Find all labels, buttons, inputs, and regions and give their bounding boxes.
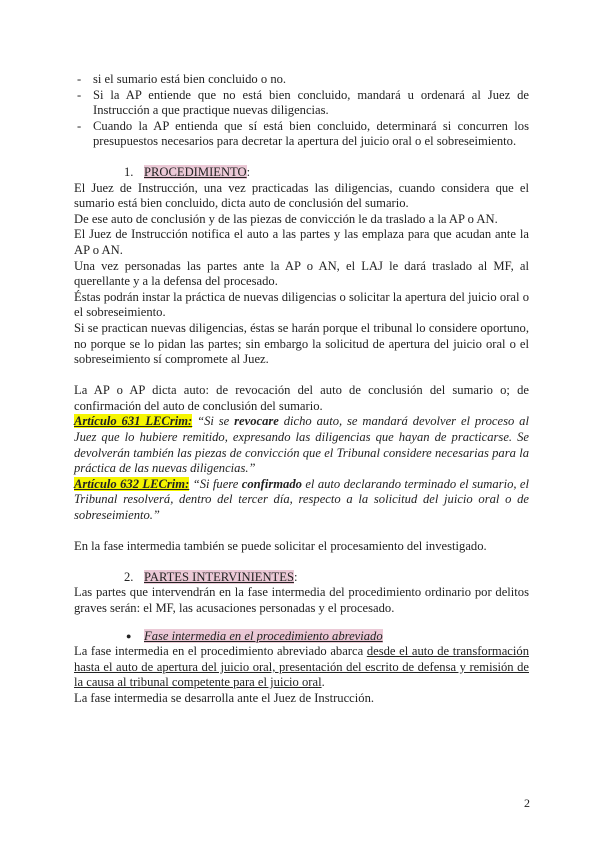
auto-paragraph: La AP o AP dicta auto: de revocación del auto de conclusión del sumario o; de confirmación del auto de conclusión del sumario. [74,383,529,413]
page-content [74,72,529,707]
paragraph: Si se practican nuevas diligencias, éstas se harán porque el tribunal lo considere oportuno, no porque se lo pidan las partes; sin embargo la solicitud de apertura del juicio oral o el sobreseimiento sí compromete al Juez. [74,320,529,367]
article-632-bold: confirmado [241,476,302,491]
paragraph: Éstas podrán instar la práctica de nuevas diligencias o solicitar la apertura del juicio oral o el sobreseimiento. [74,289,529,320]
spacer [74,368,529,384]
paragraph: El Juez de Instrucción notifica el auto a las partes y las emplaza para que acudan ante la AP o AN. [74,227,529,257]
page-number: 2 [524,796,530,810]
article-631-quote [74,414,529,476]
abreviado-text-pre: La fase intermedia en el procedimiento abreviado abarca [74,644,367,659]
abreviado-subheading-text: Fase intermedia en el procedimiento abreviado [144,628,383,643]
section-2-paragraph: Las partes que intervendrán en la fase intermedia del procedimiento ordinario por delitos graves serán: el MF, las acusaciones personadas y el procesado. [74,585,529,615]
section-1-title: PROCEDIMIENTO [144,164,247,179]
paragraph: El Juez de Instrucción, una vez practicadas las diligencias, cuando considera que el sumario está bien concluido, dicta auto de conclusión del sumario. [74,180,529,211]
section-2-colon: : [293,569,298,584]
article-632-label: Artículo 632 LECrim: [74,476,190,491]
last-paragraph: La fase intermedia se desarrolla ante el Juez de Instrucción. [74,690,375,705]
abreviado-subheading [74,629,529,645]
section-1-colon: : [246,164,251,179]
article-631-text-a: “Si se [192,414,235,429]
article-632-text-b: el auto declarando terminado el sumario, el Tribunal resolverá, dentro del tercer día, respecto a la solicitud del juicio oral o de sobreseimiento.” [74,476,530,523]
spacer [74,524,529,540]
article-631-bold: revocare [234,414,279,429]
list-item: - Cuando la AP entienda que sí está bien concluido, determinará si concurren los presupuestos necesarios para decretar la apertura del juicio oral o el sobreseimiento. [74,119,529,150]
section-2-title: PARTES INTERVINIENTES [144,569,294,584]
abreviado-paragraph [74,644,529,691]
section-1-heading [74,165,529,181]
intro-dash-list [74,72,529,150]
article-631-label: Artículo 631 LECrim: [74,414,193,429]
abreviado-text-underlined: desde el auto de transformación hasta el auto de apertura del juicio oral, presentación del escrito de defensa y remisión de la causa al tribunal competente para el juicio oral [74,644,529,690]
section-1-number: 1. [124,164,134,179]
list-item: - Si la AP entiende que no está bien concluido, mandará u ordenará al Juez de Instrucción a que practique nuevas diligencias. [74,88,529,119]
article-632-text-a: “Si fuere [189,476,242,491]
article-631-text-b: dicho auto, se mandará devolver el proceso al Juez que lo hubiere remitido, expresando las diligencias que hayan de practicarse. Se devolverán también las piezas de convicción que el Tribunal considere necesarias para la práctica de las nuevas diligencias.” [74,414,529,476]
section-2-heading [74,570,529,586]
list-item: - si el sumario está bien concluido o no. [74,72,529,88]
abreviado-text-post: . [321,675,325,690]
paragraph: Una vez personadas las partes ante la AP o AN, el LAJ le dará traslado al MF, al querellante y a la defensa del procesado. [74,258,529,289]
section-2-number: 2. [124,569,134,584]
bullet-icon: ● [126,630,132,641]
paragraph: De ese auto de conclusión y de las piezas de convicción le da traslado a la AP o AN. [74,211,498,226]
article-632-quote [74,477,529,524]
closing-paragraph: En la fase intermedia también se puede solicitar el procesamiento del investigado. [74,539,487,554]
